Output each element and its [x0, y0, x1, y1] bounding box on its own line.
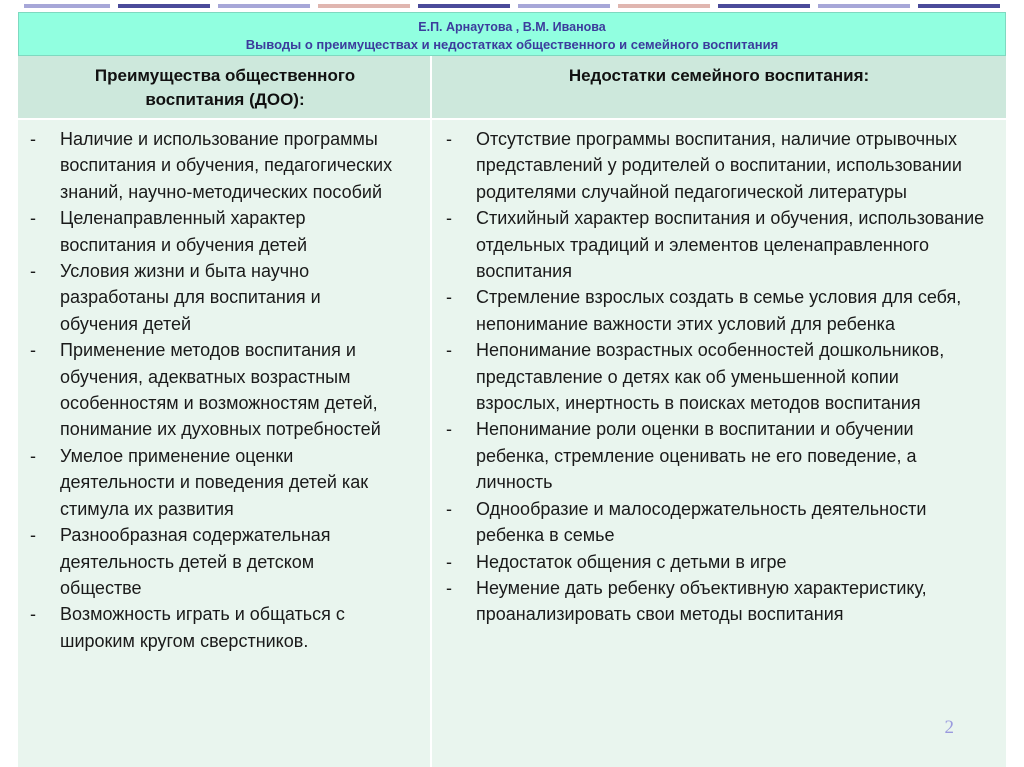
- strip-segment: [418, 4, 510, 8]
- column-heading-line: Недостатки семейного воспитания:: [568, 66, 870, 85]
- strip-segment: [618, 4, 710, 8]
- list-marker: -: [30, 208, 36, 229]
- slide-header: [18, 12, 1006, 56]
- strip-segment: [118, 4, 210, 8]
- advantages-list: [18, 120, 432, 654]
- list-marker: -: [30, 340, 36, 361]
- list-item: [30, 522, 400, 601]
- comparison-table: [18, 56, 1006, 767]
- list-marker: -: [30, 261, 36, 282]
- top-decorative-strip: [0, 0, 1024, 12]
- list-marker: -: [446, 577, 452, 598]
- list-marker: -: [30, 129, 36, 149]
- column-body-advantages: [18, 120, 432, 767]
- list-item-text: Однообразие и малосодержательность деятельности ребенка в семье: [476, 498, 927, 546]
- list-item: [446, 416, 986, 495]
- list-item-text: Целенаправленный характер воспитания и обучения детей: [60, 208, 308, 255]
- list-marker: -: [446, 208, 452, 229]
- list-item: [446, 284, 986, 337]
- list-item: [446, 126, 986, 205]
- list-item-text: Непонимание роли оценки в воспитании и обучении ребенка, стремление оценивать не его поведение, а личность: [476, 419, 917, 493]
- list-item: [446, 205, 986, 284]
- list-item-text: Применение методов воспитания и обучения, адекватных возрастным особенностям и возможностям детей, понимание их духовных потребностей: [60, 340, 381, 440]
- disadvantages-list: [432, 120, 1006, 628]
- list-marker: -: [446, 551, 452, 572]
- list-item: [30, 258, 400, 337]
- list-item-text: Стремление взрослых создать в семье условия для себя, непонимание важности этих условий для ребенка: [476, 287, 962, 334]
- list-marker: -: [446, 129, 452, 149]
- list-item-text: Умелое применение оценки деятельности и поведения детей как стимула их развития: [60, 445, 369, 519]
- column-heading-disadvantages: [432, 56, 1006, 120]
- page-number: 2: [944, 717, 954, 738]
- strip-segment: [718, 4, 810, 8]
- list-item-text: Возможность играть и общаться с широким кругом сверстников.: [60, 604, 345, 651]
- list-item-text: Недостаток общения с детьми в игре: [476, 551, 787, 572]
- list-item: [446, 496, 986, 549]
- column-heading-line: Преимущества общественного: [94, 66, 356, 85]
- list-item-text: Отсутствие программы воспитания, наличие отрывочных представлений у родителей о воспитании, использовании родителями случайной педагогической литературы: [476, 129, 962, 202]
- list-item: [30, 126, 400, 205]
- strip-segment: [218, 4, 310, 8]
- column-divider: [430, 56, 432, 767]
- list-marker: -: [446, 498, 452, 519]
- strip-segment: [518, 4, 610, 8]
- list-item-text: Неумение дать ребенку объективную характеристику, проанализировать свои методы воспитания: [476, 577, 927, 625]
- list-item-text: Стихийный характер воспитания и обучения, использование отдельных традиций и элементов целенаправленного воспитания: [476, 208, 985, 282]
- list-marker: -: [446, 287, 452, 308]
- header-title: Выводы о преимуществах и недостатках общественного и семейного воспитания: [245, 37, 779, 52]
- list-item: [446, 337, 986, 416]
- list-item: [30, 205, 400, 258]
- list-item-text: Разнообразная содержательная деятельность детей в детском обществе: [60, 525, 331, 598]
- list-item-text: Условия жизни и быта научно разработаны для воспитания и обучения детей: [60, 261, 321, 334]
- list-item: [30, 337, 400, 443]
- strip-segment: [24, 4, 110, 8]
- list-marker: -: [446, 419, 452, 440]
- list-marker: -: [30, 525, 36, 546]
- strip-segment: [818, 4, 910, 8]
- list-item: [30, 601, 400, 654]
- list-item-text: Наличие и использование программы воспитания и обучения, педагогических знаний, научно-методических пособий: [60, 129, 393, 202]
- slide: [18, 12, 1006, 767]
- list-marker: -: [30, 604, 36, 625]
- column-body-disadvantages: [432, 120, 1006, 767]
- heading-divider: [18, 118, 1006, 120]
- list-item: [30, 443, 400, 522]
- list-marker: -: [446, 340, 452, 361]
- list-item: [446, 549, 986, 575]
- column-heading-line: воспитания (ДОО):: [145, 90, 305, 109]
- header-authors: Е.П. Арнаутова , В.М. Иванова: [418, 20, 606, 34]
- column-heading-advantages: [18, 56, 432, 120]
- list-item-text: Непонимание возрастных особенностей дошкольников, представление о детях как об уменьшенной копии взрослых, инертность в поисках методов воспитания: [476, 340, 945, 414]
- list-item: [446, 575, 986, 628]
- strip-segment: [918, 4, 1000, 8]
- strip-segment: [318, 4, 410, 8]
- list-marker: -: [30, 445, 36, 466]
